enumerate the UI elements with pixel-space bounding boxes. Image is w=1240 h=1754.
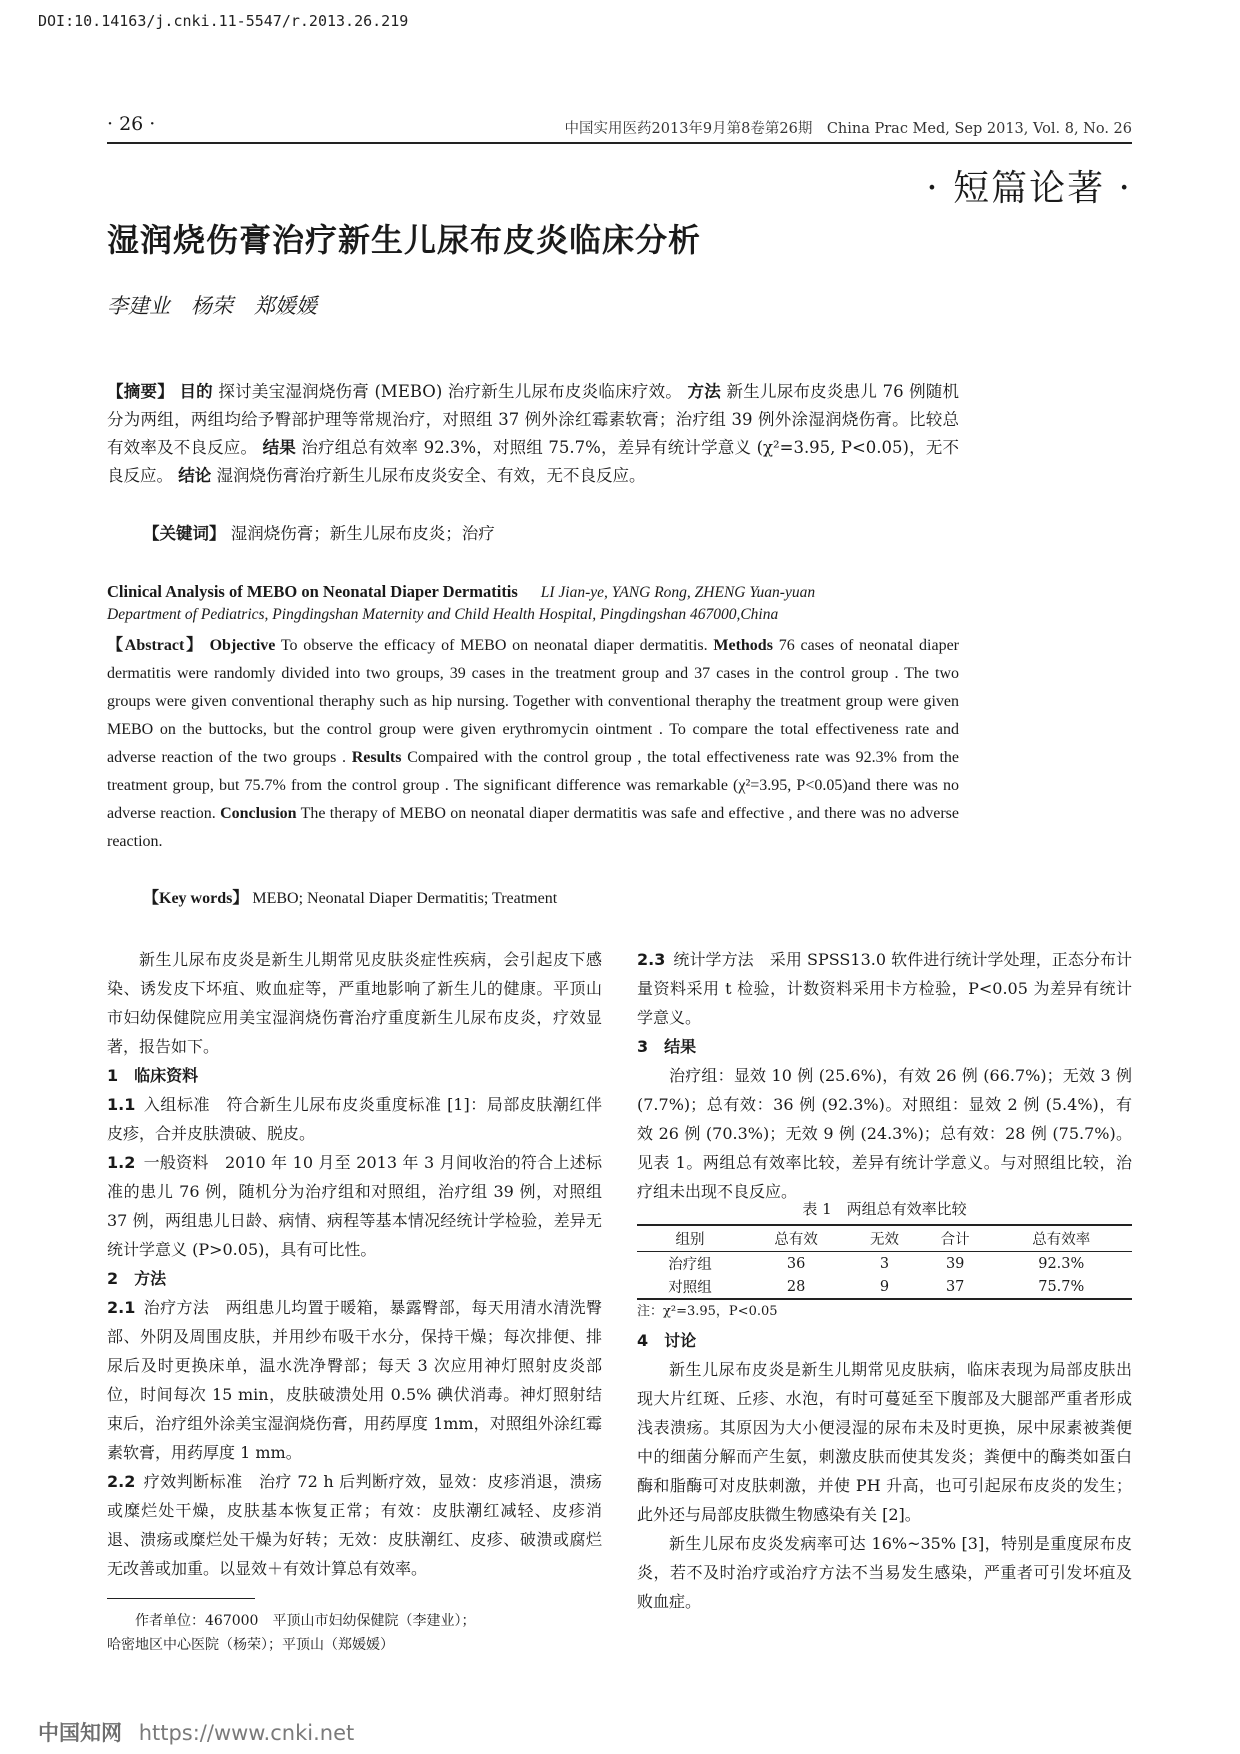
- section-tag: · 短篇论著 ·: [926, 168, 1132, 209]
- table-cell: 9: [849, 1275, 920, 1299]
- en-objective-text: To observe the efficacy of MEBO on neonatal diaper dermatitis.: [280, 637, 708, 654]
- english-title: Clinical Analysis of MEBO on Neonatal Diaper Dermatitis: [107, 582, 518, 601]
- table-cell: 36: [786, 1255, 806, 1272]
- cn-abstract-label: 【摘要】: [107, 382, 174, 401]
- cnki-url[interactable]: https://www.cnki.net: [138, 1721, 355, 1745]
- cn-objective-label: 目的: [179, 382, 213, 401]
- section-1-1: [107, 1090, 602, 1148]
- page-number: · 26 ·: [107, 113, 156, 135]
- table-cell: 75.7%: [991, 1275, 1132, 1299]
- table-cell: 39: [945, 1255, 965, 1272]
- cnki-watermark: [38, 1717, 354, 1747]
- article-title: 湿润烧伤膏治疗新生儿尿布皮炎临床分析: [107, 221, 702, 259]
- chinese-abstract: [107, 378, 959, 490]
- en-methods-text: 76 cases of neonatal diaper dermatitis were randomly divided into two groups, 39 cases in the treatment group and 37 cases in the control group . The two groups were given conventional theraphy such as hip nursing. Together with conventional theraphy the treatment group were given MEBO on the buttocks, but the control group were given erythromycin ointment . To compare the total effectiveness rate and adverse reaction of the two groups .: [107, 637, 960, 766]
- table-note: 注：χ²=3.95，P<0.05: [637, 1304, 778, 1319]
- table-row: [637, 1275, 1132, 1299]
- table-header-cell: 总有效率: [991, 1225, 1132, 1252]
- section-1-2: [107, 1148, 602, 1264]
- english-keywords: [143, 885, 943, 913]
- section-2-2-text: 疗效判断标准 治疗 72 h 后判断疗效，显效：皮疹消退，溃疡或糜烂处干燥，皮肤基本恢复正常；有效：皮肤潮红减轻、皮疹消退、溃疡或糜烂处干燥为好转；无效：皮肤潮红、皮疹、破溃或腐烂无改善或加重。以显效＋有效计算总有效率。: [107, 1472, 602, 1578]
- table-cell: 治疗组: [668, 1257, 712, 1273]
- section-1-2-number: 1.2: [107, 1153, 136, 1172]
- table-cell: 92.3%: [1038, 1255, 1085, 1272]
- body-right-column-bottom: [637, 1326, 1132, 1616]
- section-2-1: [107, 1293, 602, 1467]
- results-table: [637, 1224, 1132, 1300]
- author-affiliation-footnote: 作者单位：467000 平顶山市妇幼保健院（李建业）；: [135, 1613, 476, 1629]
- table-header-cell: 合计: [920, 1225, 991, 1252]
- en-results-label: Results: [351, 749, 402, 766]
- section-4-paragraph-2: 新生儿尿布皮炎发病率可达 16%~35% [3]，特别是重度尿布皮炎，若不及时治疗或治疗方法不当易发生感染，严重者可引发坏疽及败血症。: [637, 1534, 1132, 1611]
- english-abstract: [107, 632, 959, 856]
- section-4-paragraph-1: 新生儿尿布皮炎是新生儿期常见皮肤病，临床表现为局部皮肤出现大片红斑、丘疹、水泡，有时可蔓延至下腹部及大腿部严重者形成浅表溃疡。其原因为大小便浸湿的尿布未及时更换，尿中尿素被粪便中的细菌分解而产生氨，刺激皮肤而使其发炎；粪便中的酶类如蛋白酶和脂酶可对皮肤刺激，并使 PH 升高，也可引起尿布皮炎的发生；此外还与局部皮肤微生物感染有关 [2]。: [637, 1360, 1132, 1524]
- body-right-column-top: [637, 945, 1132, 1206]
- section-2-1-number: 2.1: [107, 1298, 136, 1317]
- section-2-heading: 2 方法: [107, 1269, 167, 1288]
- table-cell: 3: [879, 1255, 890, 1272]
- en-conclusion-text: The therapy of MEBO on neonatal diaper dermatitis was safe and effective , and there was no adverse reaction.: [107, 805, 959, 850]
- section-2-2-number: 2.2: [107, 1472, 136, 1491]
- section-1-1-number: 1.1: [107, 1095, 136, 1114]
- en-keywords-label: 【Key words】: [143, 890, 249, 907]
- journal-header: 中国实用医药2013年9月第8卷第26期 China Prac Med, Sep 2013, Vol. 8, No. 26: [564, 121, 1132, 137]
- section-1-1-text: 入组标准 符合新生儿尿布皮炎重度标准 [1]：局部皮肤潮红伴皮疹，合并皮肤溃破、脱皮。: [107, 1095, 602, 1143]
- table-header-cell: 总有效: [743, 1225, 849, 1252]
- table-cell: 对照组: [637, 1275, 743, 1299]
- table-header-cell: 无效: [849, 1225, 920, 1252]
- table-cell: 37: [920, 1275, 991, 1299]
- en-methods-label: Methods: [713, 637, 773, 654]
- table-caption: 表 1 两组总有效率比较: [802, 1200, 967, 1218]
- en-keywords-text: MEBO; Neonatal Diaper Dermatitis; Treatment: [252, 890, 558, 907]
- section-3-text: 治疗组：显效 10 例 (25.6%)，有效 26 例 (66.7%)；无效 3 例 (7.7%)；总有效：36 例 (92.3%)。对照组：显效 2 例 (5.4%)，有效 26 例 (70.3%)；无效 9 例 (24.3%)；总有效：28 例 (75.7%)。见表 1。两组总有效率比较，差异有统计学意义。与对照组比较，治疗组未出现不良反应。: [637, 1066, 1132, 1201]
- section-2-3-text: 统计学方法 采用 SPSS13.0 软件进行统计学处理，正态分布计量资料采用 t 检验，计数资料采用卡方检验，P<0.05 为差异有统计学意义。: [637, 950, 1132, 1027]
- author-affiliation-footnote-2: 哈密地区中心医院（杨荣）；平顶山（郑媛媛）: [107, 1637, 394, 1653]
- cnki-logo: 中国知网: [38, 1721, 122, 1745]
- cn-results-text: 治疗组总有效率 92.3%，对照组 75.7%，差异有统计学意义 (χ²=3.95, P<0.05)，无不良反应。: [107, 438, 960, 485]
- en-objective-label: Objective: [209, 637, 276, 654]
- cn-methods-text: 新生儿尿布皮炎患儿 76 例随机分为两组，两组均给予臀部护理等常规治疗，对照组 37 例外涂红霉素软膏；治疗组 39 例外涂湿润烧伤膏。比较总有效率及不良反应。: [107, 382, 960, 457]
- english-affiliation: Department of Pediatrics, Pingdingshan Maternity and Child Health Hospital, Pingdingshan 467000,China: [107, 606, 779, 623]
- en-results-text: Compaired with the control group , the total effectiveness rate was 92.3% from the treatment group, but 75.7% from the control group . The significant difference was remarkable (χ²=3.95, P<0.05)and there was no adverse reaction.: [107, 749, 960, 822]
- table-header-cell: 组别: [637, 1225, 743, 1252]
- english-authors: LI Jian-ye, YANG Rong, ZHENG Yuan-yuan: [540, 584, 816, 601]
- chinese-keywords: [143, 520, 943, 548]
- section-2-3: [637, 945, 1132, 1032]
- header-rule: [107, 142, 1132, 144]
- cn-keywords-text: 湿润烧伤膏；新生儿尿布皮炎；治疗: [230, 524, 495, 543]
- body-left-column: [107, 945, 602, 1583]
- cn-methods-label: 方法: [687, 382, 722, 401]
- table-header-row: [637, 1225, 1132, 1252]
- cn-conclusion-label: 结论: [178, 466, 212, 485]
- en-conclusion-label: Conclusion: [220, 805, 297, 822]
- section-2-3-number: 2.3: [637, 950, 666, 969]
- section-2-1-text: 治疗方法 两组患儿均置于暖箱，暴露臀部，每天用清水清洗臀部、外阴及周围皮肤，并用纱布吸干水分，保持干燥；每次排便、排尿后及时更换床单，温水洗净臀部；每天 3 次应用神灯照射皮炎部位，时间每次 15 min，皮肤破溃处用 0.5% 碘伏消毒。神灯照射结束后，治疗组外涂美宝湿润烧伤膏，用药厚度 1mm，对照组外涂红霉素软膏，用药厚度 1 mm。: [107, 1298, 602, 1462]
- en-abstract-label: 【Abstract】: [107, 637, 204, 654]
- section-3-heading: 3 结果: [637, 1037, 697, 1056]
- article-authors: 李建业 杨荣 郑媛媛: [107, 294, 317, 318]
- english-title-line: [107, 579, 959, 606]
- section-2-2: [107, 1467, 602, 1583]
- table-row: [637, 1252, 1132, 1276]
- intro-paragraph: 新生儿尿布皮炎是新生儿期常见皮肤炎症性疾病，会引起皮下感染、诱发皮下坏疽、败血症等，严重地影响了新生儿的健康。平顶山市妇幼保健院应用美宝湿润烧伤膏治疗重度新生儿尿布皮炎，疗效显著，报告如下。: [107, 950, 602, 1056]
- cn-objective-text: 探讨美宝湿润烧伤膏 (MEBO) 治疗新生儿尿布皮炎临床疗效。: [218, 382, 683, 401]
- table-cell: 28: [743, 1275, 849, 1299]
- cn-conclusion-text: 湿润烧伤膏治疗新生儿尿布皮炎安全、有效，无不良反应。: [216, 466, 646, 485]
- doi-line: DOI:10.14163/j.cnki.11-5547/r.2013.26.219: [38, 12, 409, 30]
- section-1-heading: 1 临床资料: [107, 1066, 199, 1085]
- footnote-rule: [107, 1598, 255, 1599]
- section-1-2-text: 一般资料 2010 年 10 月至 2013 年 3 月间收治的符合上述标准的患儿 76 例，随机分为治疗组和对照组，治疗组 39 例，对照组 37 例，两组患儿日龄、病情、病程等基本情况经统计学检验，差异无统计学意义 (P>0.05)，具有可比性。: [107, 1153, 602, 1259]
- section-4-heading: 4 讨论: [637, 1331, 697, 1350]
- cn-keywords-label: 【关键词】: [143, 524, 226, 543]
- cn-results-label: 结果: [262, 438, 296, 457]
